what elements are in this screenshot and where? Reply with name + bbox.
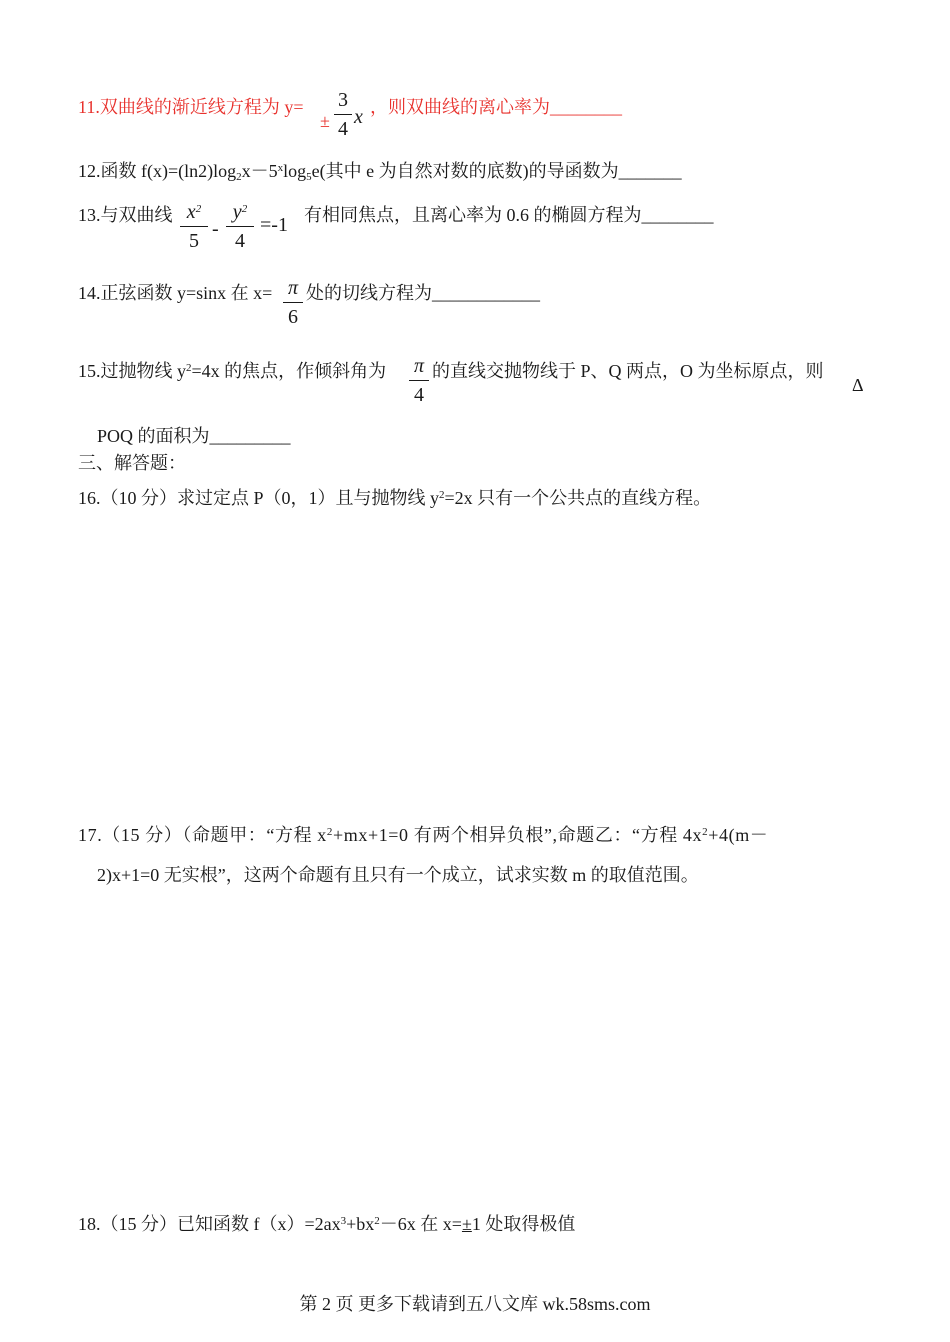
q13-den-5: 5 [189,230,199,252]
question-17 [78,824,768,846]
q17-sup-2b: 2 [702,826,709,838]
q13-fraction-x [180,200,208,253]
q15-sup-2: 2 [186,362,192,374]
q12-sup-x: x [277,162,284,174]
q11-suffix: ，则双曲线的离心率为________ [370,97,622,117]
q13-y: y [232,201,242,223]
q15-pi: π [413,355,425,377]
q17-text-b: +mx+1=0 有两个相异负根”,命题乙：“方程 4x [333,825,703,845]
question-12 [78,160,682,182]
q15-delta: Δ [852,375,864,395]
q12-sub-2: 2 [236,171,242,183]
q18-text-a: 18.（15 分）已知函数 f（x）=2ax [78,1214,341,1234]
q17-text-c: +4(m－ [708,825,769,845]
q14-fraction [283,276,303,329]
q13-den-4: 4 [235,230,245,252]
q15-den: 4 [414,384,424,406]
q11-plus-minus: ± [320,111,330,131]
q17-line2: 2)x+1=0 无实根”，这两个命题有且只有一个成立，试求实数 m 的取值范围。 [97,865,699,885]
q13-prefix: 13.与双曲线 [78,205,173,225]
q15-text-b: =4x 的焦点，作倾斜角为 [191,361,387,381]
q16-text-b: =2x 只有一个公共点的直线方程。 [444,488,712,508]
q18-sup-2: 2 [374,1215,380,1227]
page-footer: 第 2 页 更多下载请到五八文库 wk.58sms.com [299,1294,651,1314]
q13-sup-2b: 2 [241,203,248,215]
q18-text-c: －6x 在 x= [379,1214,462,1234]
q17-sup-2a: 2 [326,826,333,838]
q13-fraction-y [226,200,254,253]
q11-denominator: 4 [338,118,348,140]
q13-minus: - [212,218,219,240]
question-18 [78,1213,575,1235]
q11-variable: x [354,106,363,128]
q15-text-a: 15.过抛物线 y [78,361,186,381]
q12-text-g: e(其中 e 为自然对数的底数)的导函数为_______ [311,161,682,181]
q18-text-b: +bx [346,1214,375,1234]
q13-suffix: 有相同焦点，且离心率为 0.6 的椭圆方程为________ [304,205,714,225]
q12-text-c: x－5 [241,161,278,181]
q13-sup-2a: 2 [195,203,202,215]
question-15 [78,360,386,382]
q12-text-a: 12.函数 f(x)=(ln2)log [78,161,237,181]
q14-den: 6 [288,306,298,328]
q13-equals: =-1 [260,214,288,236]
q16-text-a: 16.（10 分）求过定点 P（0，1）且与抛物线 y [78,488,440,508]
q12-text-e: log [283,161,307,181]
q18-sup-3: 3 [340,1215,347,1227]
q12-sub-5: 5 [306,171,312,183]
q15-text-c: 的直线交抛物线于 P、Q 两点，O 为坐标原点，则 [432,361,824,381]
q13-x: x [186,201,196,223]
q18-text-d: 1 处取得极值 [471,1214,576,1234]
q11-fraction [334,88,352,141]
q18-plus-minus: ± [461,1214,472,1234]
q14-suffix: 处的切线方程为____________ [306,283,540,303]
q15-fraction [409,354,429,407]
q17-text-a: 17.（15 分）（命题甲：“方程 x [78,825,327,845]
q14-pi: π [287,277,299,299]
q11-numerator: 3 [338,89,348,111]
q15-line2: POQ 的面积为_________ [97,426,291,446]
question-11 [78,96,303,118]
q11-prefix: 11.双曲线的渐近线方程为 y= [78,97,304,117]
question-16 [78,487,711,509]
section-heading: 三、解答题： [78,453,186,473]
q14-prefix: 14.正弦函数 y=sinx 在 x= [78,283,273,303]
q16-sup-2: 2 [439,489,445,501]
